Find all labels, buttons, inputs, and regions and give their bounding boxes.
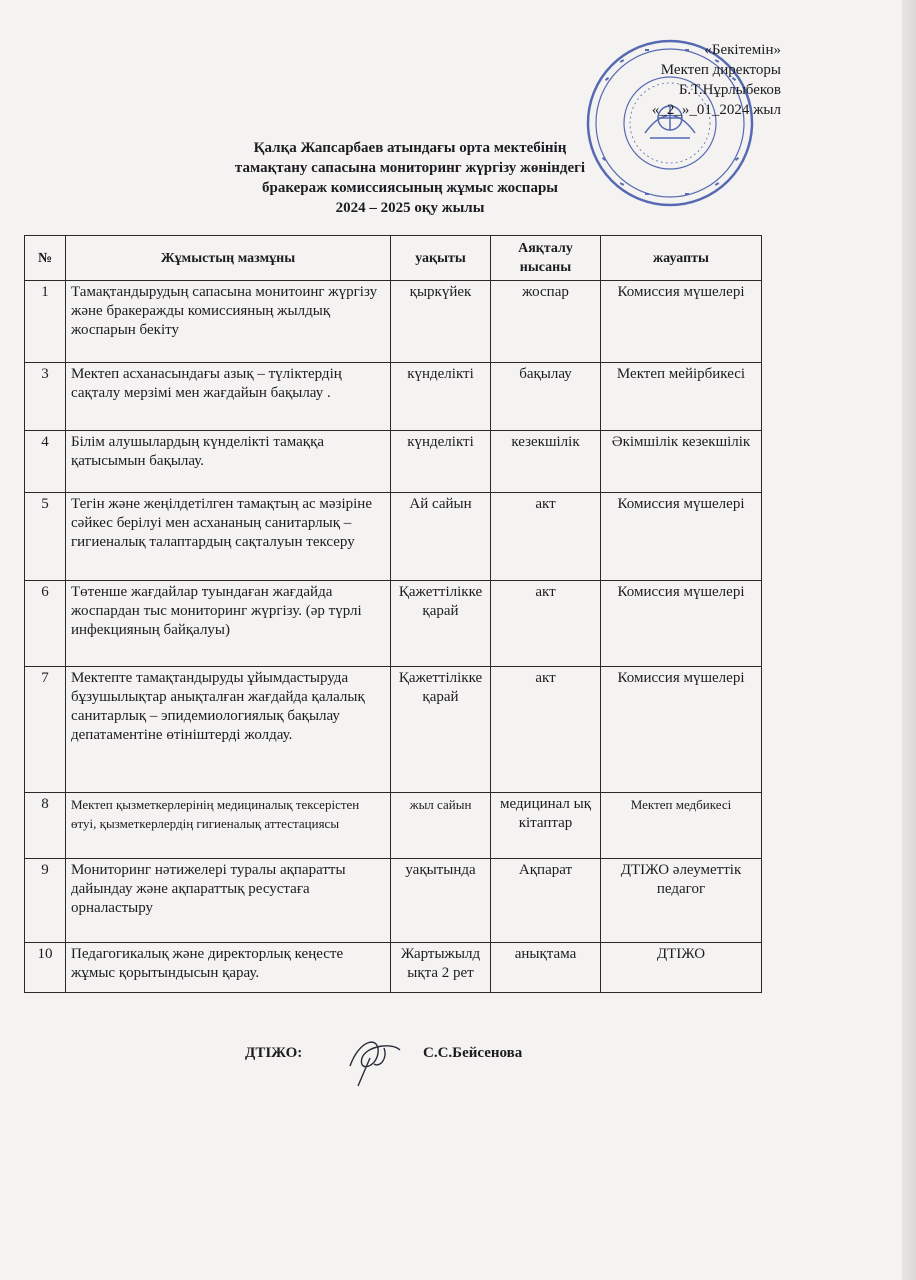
table-row <box>25 859 762 943</box>
row-time: Қажеттілікке қарай <box>391 581 491 667</box>
table-row <box>25 667 762 793</box>
table-row <box>25 493 762 581</box>
approval-date: «_2_»_01_2024 жыл <box>651 102 781 118</box>
row-responsible: Мектеп медбикесі <box>601 793 762 859</box>
table-row <box>25 431 762 493</box>
row-number: 1 <box>25 281 66 363</box>
table-row <box>25 581 762 667</box>
row-form: кезекшілік <box>491 431 601 493</box>
row-content: Төтенше жағдайлар туындаған жағдайда жоспардан тыс мониторинг жүргізу. (әр түрлі инфекцияның байқалуы) <box>66 581 391 667</box>
approval-block <box>652 40 781 120</box>
row-time: күнделікті <box>391 363 491 431</box>
title-line-4: 2024 – 2025 оқу жылы <box>335 200 485 216</box>
row-content: Білім алушылардың күнделікті тамаққа қатысымын бақылау. <box>66 431 391 493</box>
row-content: Тегін және жеңілдетілген тамақтың ас мәзіріне сәйкес берілуі мен асхананың санитарлық – гигиеналық талаптардың сақталуын тексеру <box>66 493 391 581</box>
row-form: анықтама <box>491 943 601 993</box>
row-form: акт <box>491 667 601 793</box>
row-responsible: Әкімшілік кезекшілік <box>601 431 762 493</box>
row-content: Мониторинг нәтижелері туралы ақпаратты дайындау және ақпараттық ресустаға орналастыру <box>66 859 391 943</box>
row-time: күнделікті <box>391 431 491 493</box>
row-number: 9 <box>25 859 66 943</box>
handwritten-signature <box>340 1028 410 1088</box>
row-number: 4 <box>25 431 66 493</box>
row-responsible: Комиссия мүшелері <box>601 281 762 363</box>
row-number: 8 <box>25 793 66 859</box>
row-responsible: ДТІЖО әлеуметтік педагог <box>601 859 762 943</box>
row-form: акт <box>491 581 601 667</box>
row-content: Тамақтандырудың сапасына монитоинг жүргізу және бракеражды комиссияның жылдық жоспарын бекіту <box>66 281 391 363</box>
row-content: Педагогикалық және директорлық кеңесте жұмыс қорытындысын қарау. <box>66 943 391 993</box>
row-content: Мектепте тамақтандыруды ұйымдастыруда бұзушылықтар анықталған жағдайда қалалық санитарлық – эпидемиологиялық бақылау депатаментіне өтініштерді жолдау. <box>66 667 391 793</box>
row-responsible: Комиссия мүшелері <box>601 493 762 581</box>
row-responsible: ДТІЖО <box>601 943 762 993</box>
header-number: № <box>25 236 66 281</box>
row-form: жоспар <box>491 281 601 363</box>
row-time: Жартыжылд ықта 2 рет <box>391 943 491 993</box>
signature-name: С.С.Бейсенова <box>423 1045 523 1061</box>
row-time: Ай сайын <box>391 493 491 581</box>
row-time: Қажеттілікке қарай <box>391 667 491 793</box>
row-number: 7 <box>25 667 66 793</box>
table-row <box>25 363 762 431</box>
row-form: бақылау <box>491 363 601 431</box>
approval-heading: «Бекітемін» <box>704 42 781 58</box>
header-completion-form: Аяқталу нысаны <box>491 236 601 281</box>
table-row <box>25 793 762 859</box>
table-header-row <box>25 236 762 281</box>
row-content: Мектеп асханасындағы азық – түліктердің сақталу мерзімі мен жағдайын бақылау . <box>66 363 391 431</box>
header-responsible: жауапты <box>601 236 762 281</box>
document-title <box>150 138 670 218</box>
header-content: Жұмыстың мазмұны <box>66 236 391 281</box>
signature-role: ДТІЖО: <box>245 1045 303 1061</box>
row-form: Ақпарат <box>491 859 601 943</box>
title-line-2: тамақтану сапасына мониторинг жүргізу жөніндегі <box>234 160 586 176</box>
approval-director-name: Б.Т.Нұрлыбеков <box>678 82 781 98</box>
row-form: акт <box>491 493 601 581</box>
header-time: уақыты <box>391 236 491 281</box>
row-number: 6 <box>25 581 66 667</box>
row-content: Мектеп қызметкерлерінің медициналық тексерістен өтуі, қызметкерлердің гигиеналық аттестациясы <box>66 793 391 859</box>
row-time: жыл сайын <box>391 793 491 859</box>
title-line-3: бракераж комиссиясының жұмыс жоспары <box>261 180 558 196</box>
row-responsible: Комиссия мүшелері <box>601 581 762 667</box>
row-time: уақытында <box>391 859 491 943</box>
table-row <box>25 281 762 363</box>
page-edge <box>902 0 916 1280</box>
row-responsible: Комиссия мүшелері <box>601 667 762 793</box>
approval-position: Мектеп директоры <box>660 62 781 78</box>
table-row <box>25 943 762 993</box>
row-number: 5 <box>25 493 66 581</box>
work-plan-table <box>24 235 762 993</box>
row-form: медицинал ық кітаптар <box>491 793 601 859</box>
row-responsible: Мектеп мейірбикесі <box>601 363 762 431</box>
row-number: 10 <box>25 943 66 993</box>
row-number: 3 <box>25 363 66 431</box>
title-line-1: Қалқа Жапсарбаев атындағы орта мектебінің <box>253 140 567 156</box>
row-time: қыркүйек <box>391 281 491 363</box>
